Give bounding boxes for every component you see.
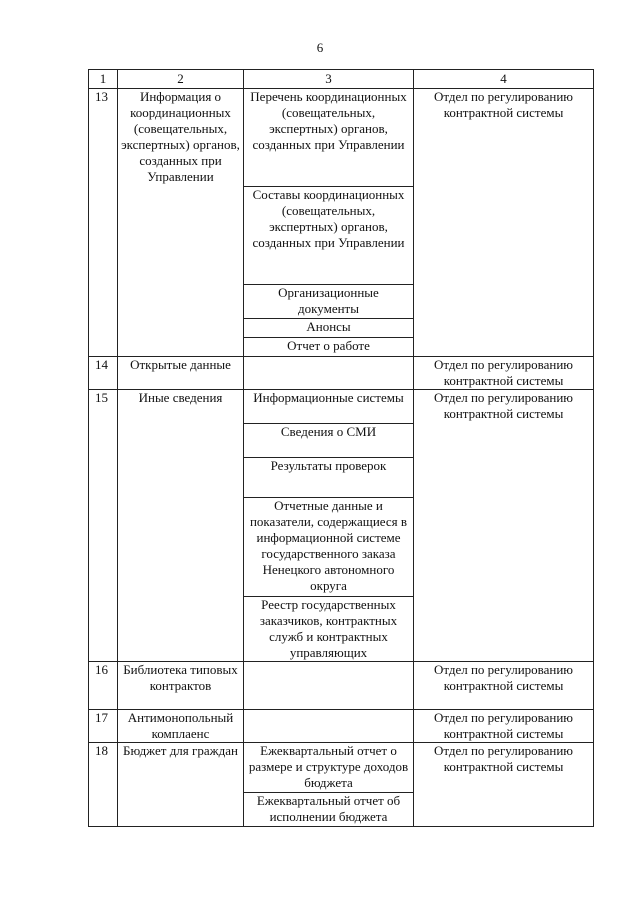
responsible-department: Отдел по регулированию контрактной системы <box>414 662 594 710</box>
section-item: Организационные документы <box>244 285 413 319</box>
section-item: Отчетные данные и показатели, содержащиеся в информационной системе государственного заказа Ненецкого автономного округа <box>244 498 413 597</box>
row-number: 15 <box>89 390 118 662</box>
header-cell-2: 2 <box>118 70 244 89</box>
section-items <box>244 743 414 827</box>
table-row <box>89 390 594 662</box>
section-items <box>244 357 414 390</box>
registry-table <box>88 69 594 827</box>
responsible-department: Отдел по регулированию контрактной системы <box>414 743 594 827</box>
section-name: Антимонопольный комплаенс <box>118 710 244 743</box>
table-header-row <box>89 70 594 89</box>
section-name: Библиотека типовых контрактов <box>118 662 244 710</box>
section-name: Бюджет для граждан <box>118 743 244 827</box>
responsible-department: Отдел по регулированию контрактной системы <box>414 390 594 662</box>
section-item: Реестр государственных заказчиков, контрактных служб и контрактных управляющих <box>259 597 398 660</box>
section-items <box>244 710 414 743</box>
responsible-department: Отдел по регулированию контрактной системы <box>414 89 594 357</box>
section-item: Составы координационных (совещательных, экспертных) органов, созданных при Управлении <box>244 187 413 285</box>
section-item: Отчет о работе <box>287 338 370 353</box>
table-row <box>89 357 594 390</box>
header-cell-3: 3 <box>244 70 414 89</box>
section-item: Ежеквартальный отчет о размере и структуре доходов бюджета <box>244 743 413 793</box>
row-number: 14 <box>89 357 118 390</box>
section-item: Ежеквартальный отчет об исполнении бюджета <box>256 793 401 824</box>
page-number: 6 <box>316 40 324 55</box>
section-items <box>244 662 414 710</box>
section-name: Иные сведения <box>118 390 244 662</box>
section-name: Информация о координационных (совещательных, экспертных) органов, созданных при Управлении <box>118 89 244 357</box>
table-row <box>89 89 594 357</box>
section-name: Открытые данные <box>118 357 244 390</box>
table-row <box>89 743 594 827</box>
row-number: 18 <box>89 743 118 827</box>
section-item: Перечень координационных (совещательных, экспертных) органов, созданных при Управлении <box>244 89 413 187</box>
row-number: 16 <box>89 662 118 710</box>
row-number: 17 <box>89 710 118 743</box>
section-item: Анонсы <box>244 319 413 338</box>
section-item: Результаты проверок <box>244 458 413 498</box>
responsible-department: Отдел по регулированию контрактной системы <box>414 710 594 743</box>
section-item: Информационные системы <box>244 390 413 424</box>
section-items <box>244 89 414 357</box>
section-item: Сведения о СМИ <box>244 424 413 458</box>
header-cell-4: 4 <box>414 70 594 89</box>
header-cell-1: 1 <box>89 70 118 89</box>
table-row <box>89 662 594 710</box>
section-items <box>244 390 414 662</box>
responsible-department: Отдел по регулированию контрактной системы <box>414 357 594 390</box>
table-row <box>89 710 594 743</box>
row-number: 13 <box>89 89 118 357</box>
